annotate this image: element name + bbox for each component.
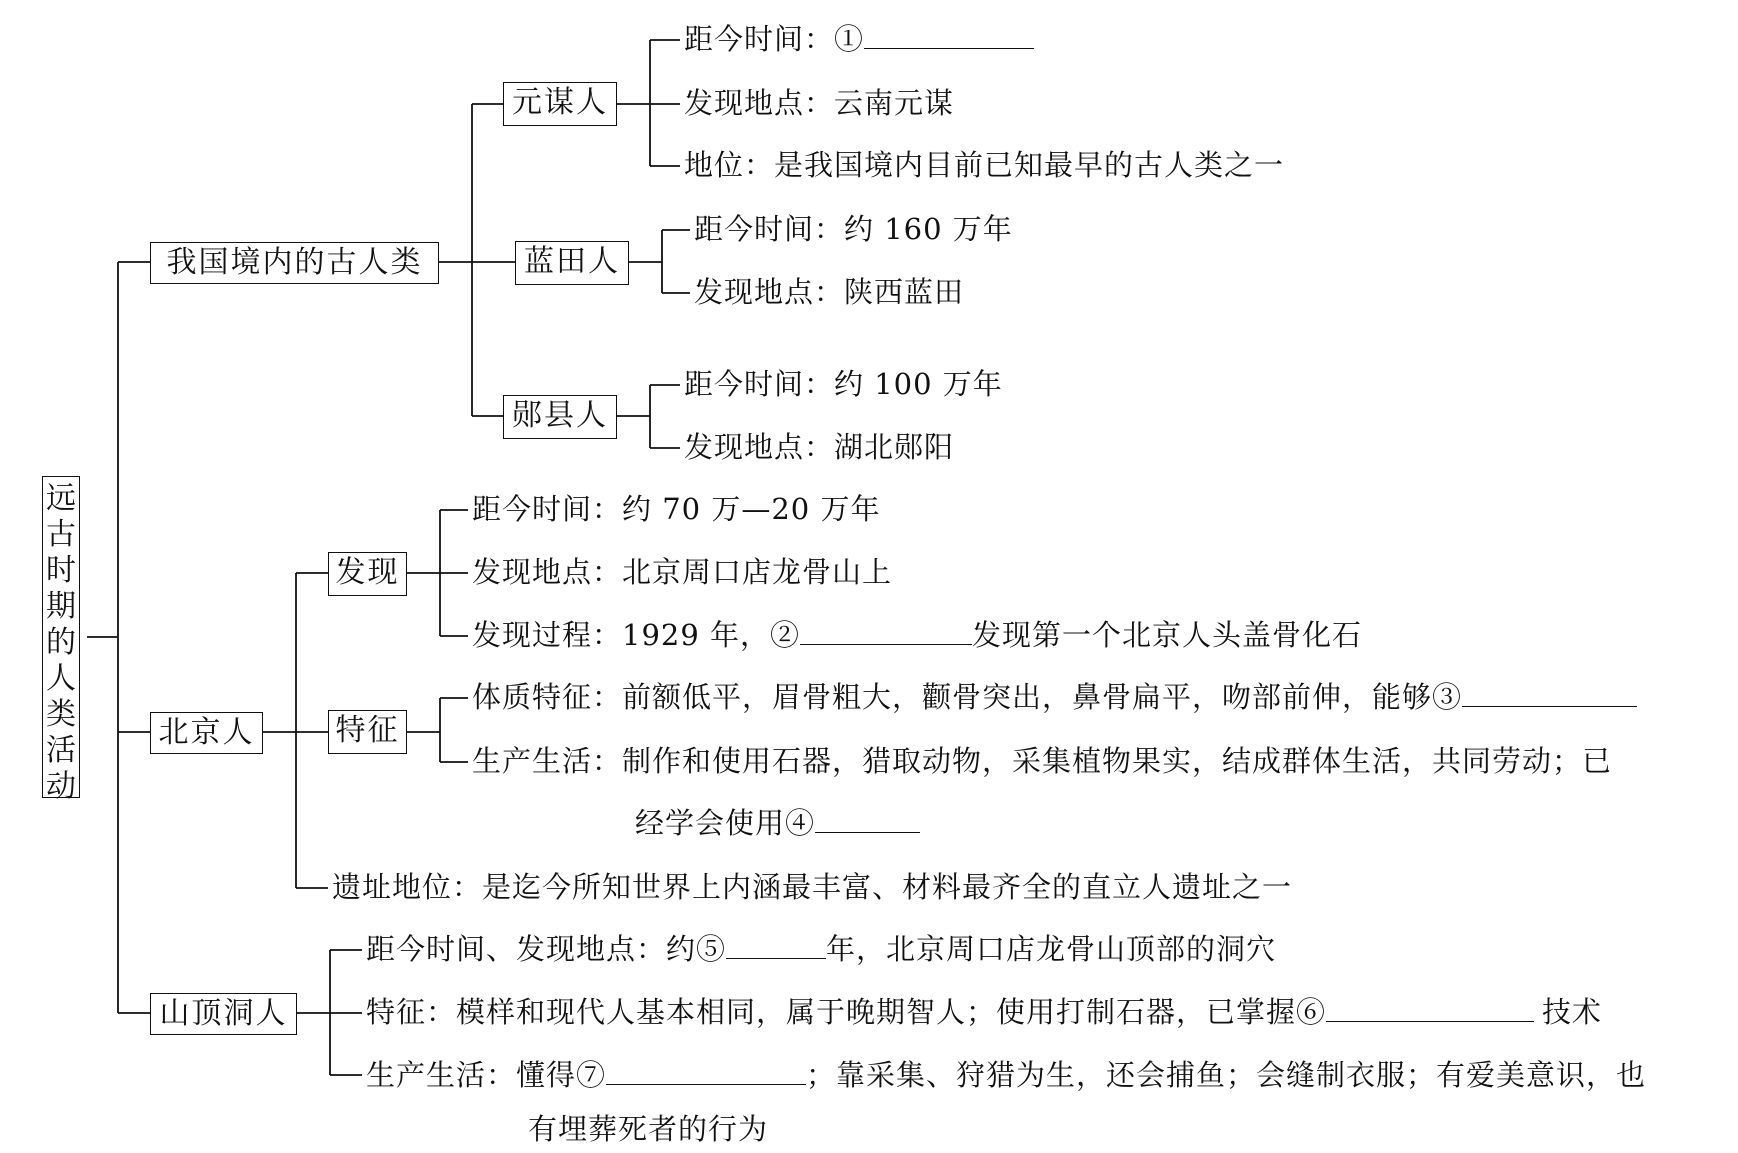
blank-2[interactable] [800,618,972,645]
yunxian-time: 距今时间：约 100 万年 [684,367,1003,401]
blank-6[interactable] [1326,995,1534,1022]
yuanmou-time: 距今时间：① [684,22,1034,56]
blank-3[interactable] [1462,680,1637,707]
yuanmou-place: 发现地点：云南元谋 [684,86,955,120]
root-title-box [42,476,80,804]
upper-cave-life-cont: 有埋葬死者的行为 [528,1112,769,1146]
yuanmou-status: 地位：是我国境内目前已知最早的古人类之一 [684,148,1285,182]
blank-5[interactable] [726,932,826,959]
upper-cave-man-label: 山顶洞人 [159,996,288,1031]
blank-4[interactable] [815,806,920,833]
peking-process: 发现过程：1929 年，② 发现第一个北京人头盖骨化石 [472,618,1363,652]
box-features [328,710,407,754]
peking-physical: 体质特征：前额低平，眉骨粗大，颧骨突出，鼻骨扁平，吻部前伸，能够③ [472,680,1637,714]
discovery-label: 发现 [335,555,400,590]
upper-cave-time: 距今时间、发现地点：约⑤ 年，北京周口店龙骨山顶部的洞穴 [366,932,1277,966]
ancient-humans-label: 我国境内的古人类 [166,245,423,280]
yunxian-place: 发现地点：湖北郧阳 [684,430,955,464]
lantian-label: 蓝田人 [524,244,620,279]
box-yunxian [503,395,617,439]
peking-time: 距今时间：约 70 万—20 万年 [472,492,881,526]
peking-place: 发现地点：北京周口店龙骨山上 [472,555,893,589]
peking-man-label: 北京人 [158,715,255,750]
upper-cave-life: 生产生活：懂得⑦ ；靠采集、狩猎为生，还会捕鱼；会缝制衣服；有爱美意识，也 [366,1058,1647,1092]
box-yuanmou [503,82,617,126]
yuanmou-label: 元谋人 [512,85,608,120]
peking-life-cont: 经学会使用④ [635,806,920,840]
box-discovery [328,552,407,596]
lantian-place: 发现地点：陕西蓝田 [694,275,965,309]
peking-site: 遗址地位：是迄今所知世界上内涵最丰富、材料最齐全的直立人遗址之一 [332,870,1293,904]
features-label: 特征 [335,713,400,748]
peking-life: 生产生活：制作和使用石器，猎取动物，采集植物果实，结成群体生活，共同劳动；已 [472,744,1613,778]
box-lantian [515,241,629,285]
box-upper-cave-man [150,993,297,1035]
upper-cave-features: 特征：模样和现代人基本相同，属于晚期智人；使用打制石器，已掌握⑥ 技术 [366,995,1603,1029]
box-peking-man [150,712,263,754]
yunxian-label: 郧县人 [512,398,608,433]
blank-7[interactable] [606,1058,806,1085]
root-title: 远古时期的人类活动 [46,481,76,804]
box-ancient-humans [150,242,439,284]
blank-1[interactable] [864,22,1034,49]
lantian-time: 距今时间：约 160 万年 [694,212,1013,246]
